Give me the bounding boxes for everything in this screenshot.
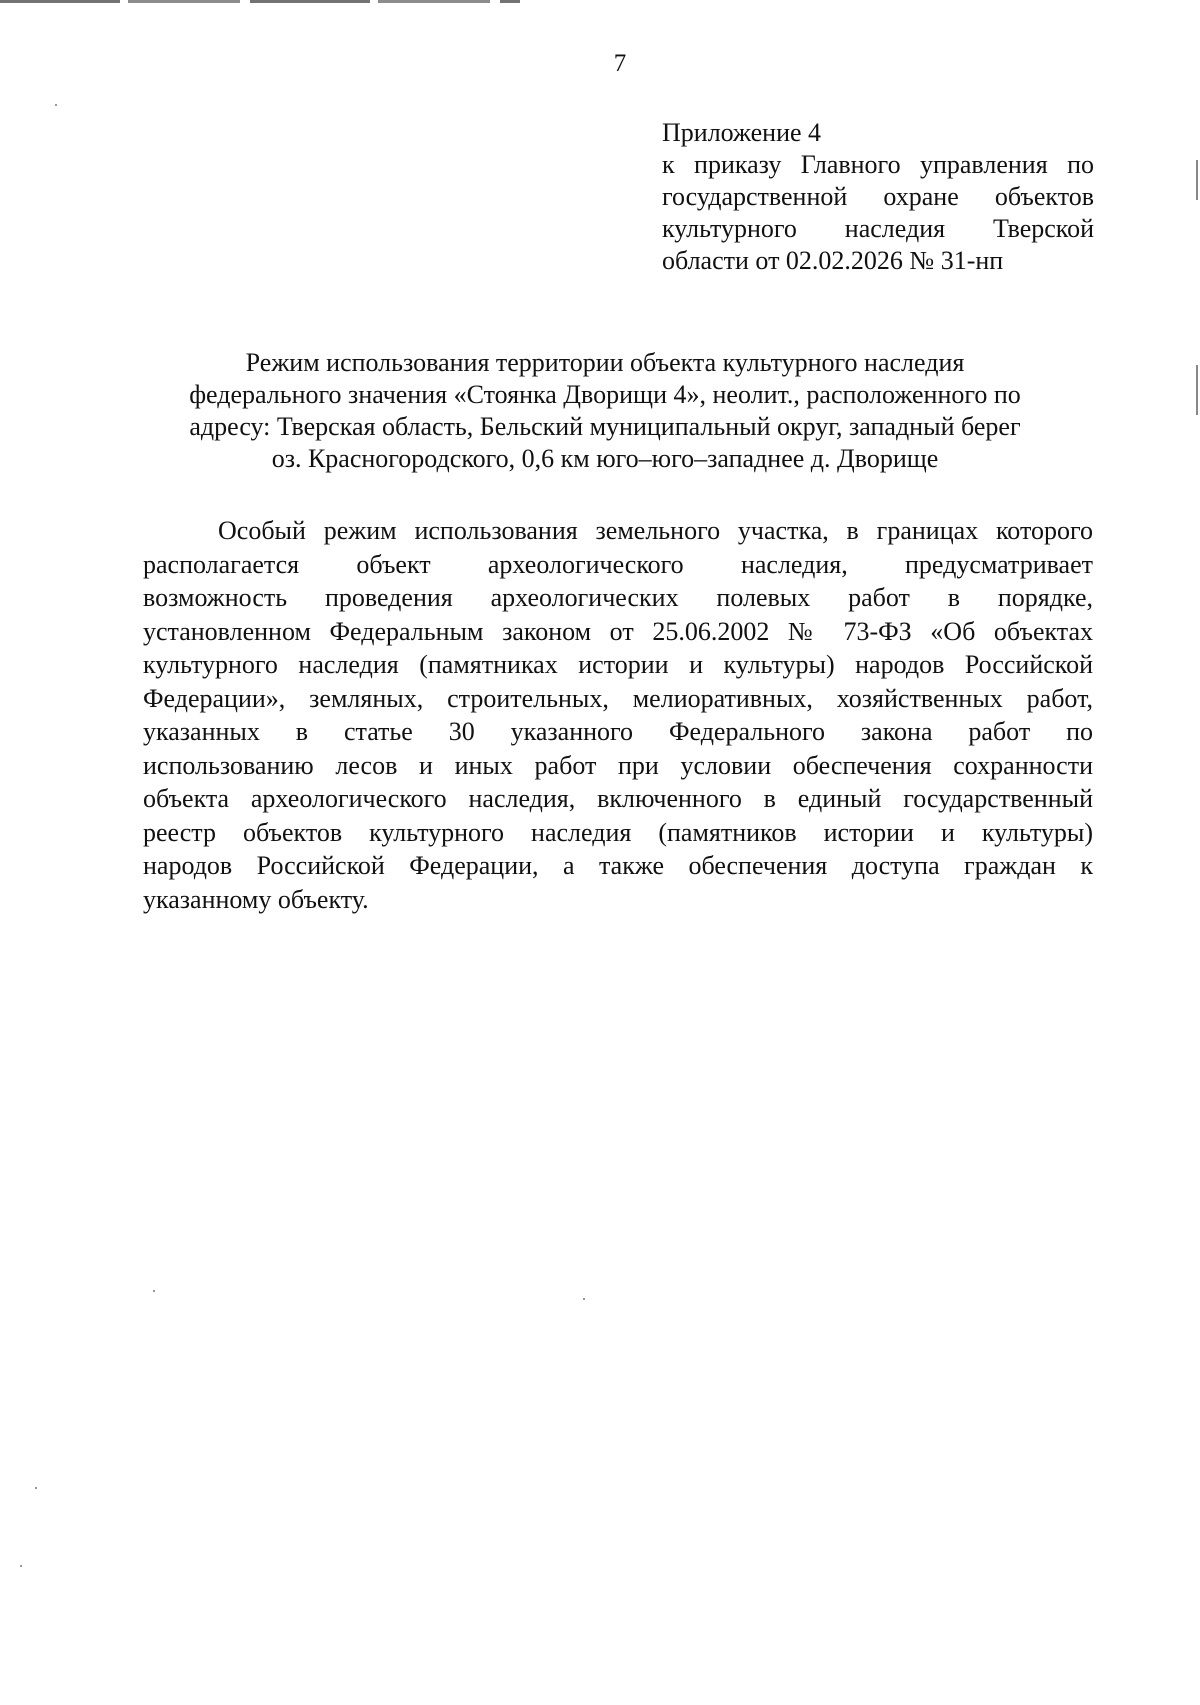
appendix-line: культурного наследия Тверской: [662, 214, 1094, 243]
title-line: адресу: Тверская область, Бельский муниципальный округ, западный берег: [189, 412, 1021, 441]
body-line: располагается объект археологического наследия, предусматривает: [143, 549, 1093, 579]
body-line: Особый режим использования земельного участка, в границах которого: [218, 516, 1093, 545]
appendix-line: Приложение 4: [662, 118, 822, 147]
body-line: указанному объекту.: [143, 884, 369, 914]
scan-speck: [583, 1298, 585, 1300]
page-number: 7: [613, 50, 627, 77]
scan-speck: [55, 104, 57, 106]
scan-edge-artifact: [0, 0, 520, 3]
scan-edge-mark: [1196, 160, 1198, 200]
scan-speck: [153, 1290, 155, 1292]
body-line: культурного наследия (памятниках истории и культуры) народов Российской: [143, 650, 1093, 679]
title-line: Режим использования территории объекта культурного наследия: [245, 348, 965, 377]
title-line: федерального значения «Стоянка Дворищи 4», неолит., расположенного по: [189, 380, 1021, 409]
appendix-line: государственной охране объектов: [662, 182, 1094, 211]
body-line: указанных в статье 30 указанного Федерального закона работ по: [143, 717, 1093, 746]
scan-speck: [35, 1487, 37, 1489]
body-paragraph: [143, 514, 1093, 916]
body-line: объекта археологического наследия, включенного в единый государственный: [143, 784, 1093, 813]
title-line: оз. Красногородского, 0,6 км юго–юго–западнее д. Дворище: [271, 444, 939, 473]
body-line: Федерации», земляных, строительных, мелиоративных, хозяйственных работ,: [143, 683, 1093, 713]
body-line: реестр объектов культурного наследия (памятников истории и культуры): [143, 817, 1093, 847]
appendix-header: [662, 117, 1094, 277]
scan-speck: [20, 1565, 22, 1567]
body-line: возможность проведения археологических полевых работ в порядке,: [143, 583, 1093, 612]
appendix-line: к приказу Главного управления по: [662, 150, 1094, 179]
body-line: установленном Федеральным законом от 25.06.2002 № 73-ФЗ «Об объектах: [143, 616, 1093, 646]
appendix-line: области от 02.02.2026 № 31-нп: [662, 246, 1004, 275]
scan-edge-mark: [1196, 365, 1198, 415]
body-line: народов Российской Федерации, а также обеспечения доступа граждан к: [143, 851, 1093, 880]
document-title: [130, 347, 1080, 475]
body-line: использованию лесов и иных работ при условии обеспечения сохранности: [143, 750, 1093, 780]
